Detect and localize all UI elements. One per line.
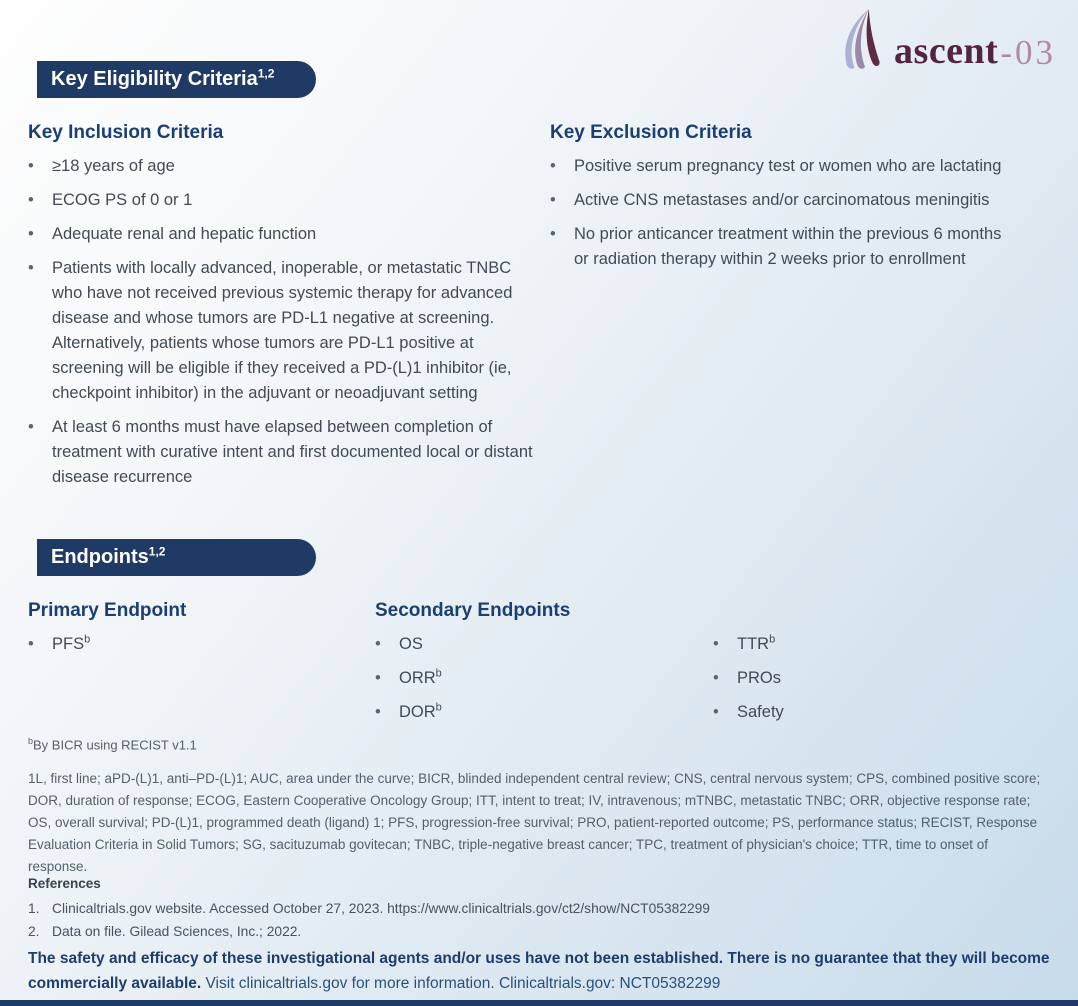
exclusion-criteria-section: [550, 122, 1055, 281]
list-item: • PFS$^b$: [28, 632, 348, 657]
inclusion-list: [28, 154, 533, 490]
eligibility-banner-label: Key Eligibility Criteria: [51, 68, 258, 90]
list-item: • TTR$^b$: [713, 632, 933, 657]
references-section: [28, 876, 1050, 944]
inclusion-title: Key Inclusion Criteria: [28, 122, 224, 143]
bullet-icon: •: [28, 157, 34, 175]
reference-text: Data on file. Gilead Sciences, Inc.; 2022.: [52, 924, 302, 939]
reference-item: [28, 921, 1050, 942]
list-item: • No prior anticancer treatment within the previous 6 months or radiation therapy within 2 weeks prior to enrollment: [550, 222, 1010, 272]
references-title: References: [28, 876, 101, 891]
footnote-superscript: b: [28, 736, 34, 746]
bullet-icon: •: [550, 157, 556, 175]
bullet-icon: •: [375, 703, 381, 721]
reference-item: [28, 898, 1050, 919]
logo-suffix: -03: [1000, 33, 1056, 72]
inclusion-criteria-section: [28, 122, 533, 499]
list-item: • OS: [375, 632, 713, 657]
list-item: • Positive serum pregnancy test or women who are lactating: [550, 154, 1010, 179]
secondary-endpoints-section: [375, 600, 1035, 734]
secondary-endpoints-title: Secondary Endpoints: [375, 600, 571, 621]
abbreviations-paragraph: 1L, first line; aPD-(L)1, anti–PD-(L)1; AUC, area under the curve; BICR, blinded independent central review; CNS, central nervous system; CPS, combined positive score; DOR, duration of response; ECOG, Eastern Cooperative Oncology Group; ITT, intent to treat; IV, intravenous; mTNBC, metastatic TNBC; ORR, objective response rate; OS, overall survival; PD-(L)1, programmed death (ligand) 1; PFS, progression-free survival; PRO, patient-reported outcome; PS, performance status; RECIST, Response Evaluation Criteria in Solid Tumors; SG, sacituzumab govitecan; TNBC, triple-negative breast cancer; TPC, treatment of physician's choice; TTR, time to onset of response.: [28, 771, 1041, 874]
secondary-endpoints-col2: [713, 632, 933, 734]
bullet-icon: •: [28, 259, 34, 277]
primary-endpoint-title: Primary Endpoint: [28, 600, 187, 621]
list-item: • At least 6 months must have elapsed between completion of treatment with curative intent and first documented local or distant disease recurrence: [28, 415, 533, 490]
ascent-03-logo: [839, 8, 1056, 70]
list-item: • Active CNS metastases and/or carcinomatous meningitis: [550, 188, 1010, 213]
bottom-navy-bar: [0, 1000, 1078, 1006]
endpoints-banner-label: Endpoints: [51, 546, 149, 568]
footnote-bicr: $^b$By BICR using RECIST v1.1: [28, 736, 197, 753]
list-item: • Patients with locally advanced, inoperable, or metastatic TNBC who have not received previous systemic therapy for advanced disease and whose tumors are PD-L1 negative at screening. Alternatively, patients whose tumors are PD-L1 positive at screening will be eligible if they received a PD-(L)1 inhibitor (ie, checkpoint inhibitor) in the adjuvant or neoadjuvant setting: [28, 256, 533, 406]
endpoints-banner-superscript: 1,2: [148, 544, 166, 559]
list-item: • ECOG PS of 0 or 1: [28, 188, 533, 213]
bullet-icon: •: [28, 191, 34, 209]
list-item: • DOR$^b$: [375, 700, 713, 725]
list-item: • ≥18 years of age: [28, 154, 533, 179]
endpoints-banner: [37, 539, 316, 576]
secondary-endpoints-col1: [375, 632, 713, 734]
secondary-endpoints-columns: [375, 632, 1035, 734]
bullet-icon: •: [713, 703, 719, 721]
bullet-icon: •: [713, 669, 719, 687]
flame-icon: [839, 8, 891, 70]
exclusion-title: Key Exclusion Criteria: [550, 122, 752, 143]
bullet-icon: •: [375, 669, 381, 687]
logo-wordmark: ascent: [894, 30, 999, 72]
reference-number: 1.: [28, 901, 40, 916]
primary-endpoint-section: [28, 600, 348, 666]
safety-disclaimer: [28, 946, 1054, 996]
bullet-icon: •: [375, 635, 381, 653]
eligibility-banner: [37, 61, 316, 98]
primary-endpoint-list: [28, 632, 348, 657]
reference-number: 2.: [28, 924, 40, 939]
bullet-icon: •: [713, 635, 719, 653]
bullet-icon: •: [28, 635, 34, 653]
bullet-icon: •: [28, 225, 34, 243]
disclaimer-bold-text: The safety and efficacy of these investigational agents and/or uses have not been established. There is no guarantee that they will become commercially available.: [28, 950, 1050, 992]
list-item: • PROs: [713, 666, 933, 691]
list-item: • ORR$^b$: [375, 666, 713, 691]
eligibility-banner-superscript: 1,2: [257, 66, 275, 81]
disclaimer-regular-text: Visit clinicaltrials.gov for more information. Clinicaltrials.gov: NCT05382299: [201, 975, 721, 992]
bullet-icon: •: [550, 225, 556, 243]
list-item: • Adequate renal and hepatic function: [28, 222, 533, 247]
list-item: • Safety: [713, 700, 933, 725]
bullet-icon: •: [550, 191, 556, 209]
bullet-icon: •: [28, 418, 34, 436]
reference-text: Clinicaltrials.gov website. Accessed October 27, 2023. https://www.clinicaltrials.gov/ct2/show/NCT05382299: [52, 901, 710, 916]
exclusion-list: [550, 154, 1055, 272]
